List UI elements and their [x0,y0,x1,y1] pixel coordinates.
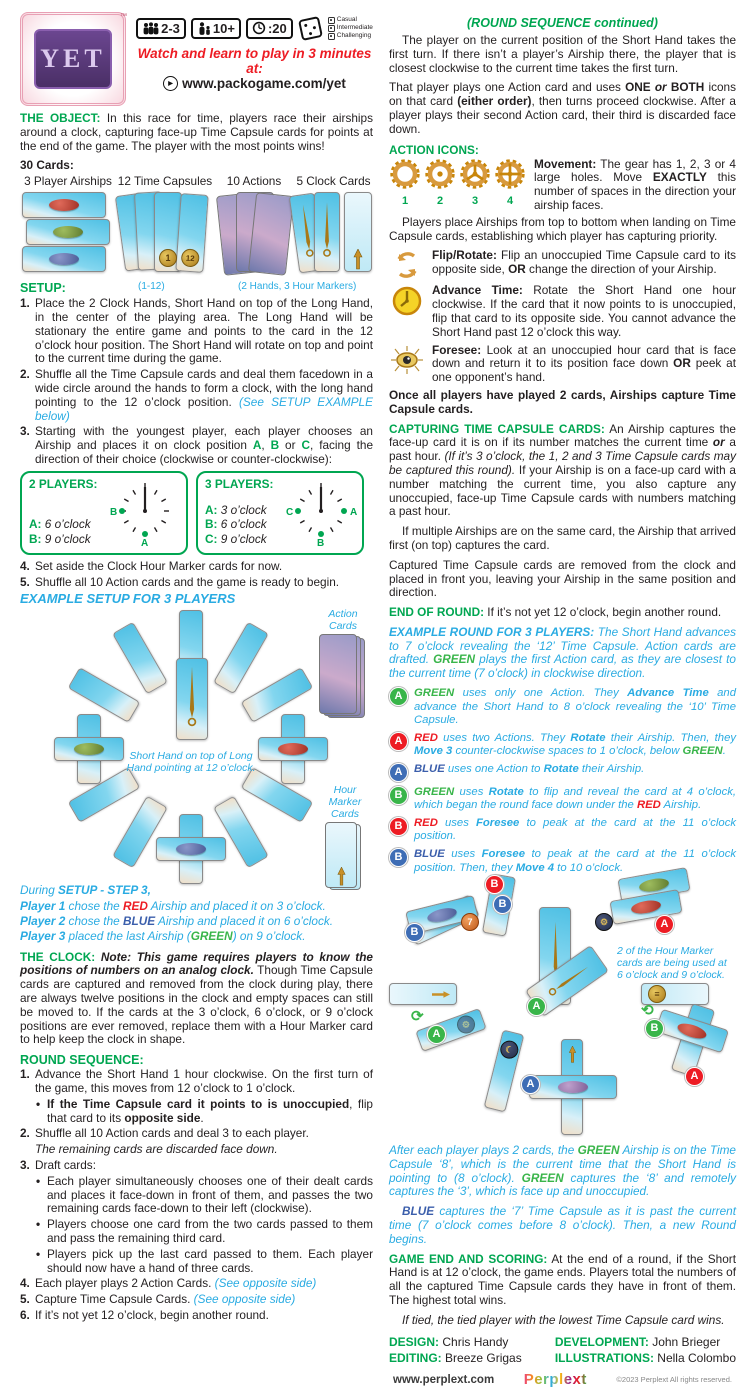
card-group-labels [20,174,373,188]
airship-cards [20,190,116,276]
trademark-symbol: ™ [120,13,127,20]
capsule-card-12 [175,193,208,273]
example-round-diagram [389,879,736,1141]
rs-step-1: 1. Advance the Short Hand 1 hour clockwise. On the first turn of the game, this moves from 12 o’clock to 1 o’clock. [20,1067,373,1096]
badge-b-green: B [645,1019,664,1038]
badge-b-red: B [485,875,504,894]
difficulty-challenging: Challenging [336,32,372,40]
design-name: Chris Handy [442,1334,509,1349]
credits [389,1334,736,1366]
three-players-positions: A: 3 o’clock B: 6 o’clock C: 9 o’clock [205,502,267,547]
video-url-line [136,76,373,91]
purple-airship-card [529,1075,617,1099]
mini-die-icon [328,33,335,40]
gear-4-icon [494,158,526,190]
rs-step-5: 5. Capture Time Capsule Cards. (See opposite side) [20,1292,296,1307]
foresee-row [389,344,736,385]
continued-heading: (ROUND SEQUENCE continued) [467,16,658,30]
clock-cards [294,190,373,276]
during-setup-lines [20,883,373,944]
during-line-1: During SETUP - STEP 3, [20,883,151,898]
hour-marker-card-9 [389,983,457,1005]
perplext-logo: Perplext [523,1371,587,1388]
rs-step-4: 4. Each player plays 2 Action Cards. (See opposite side) [20,1276,317,1291]
time-badge [246,18,293,39]
right-column [389,12,736,1388]
two-players-clock [106,479,184,547]
setup-heading: SETUP: [20,281,66,296]
badge-b-blue: B [405,923,424,942]
once-all-played-line: Once all players have played 2 cards, Airships capture Time Capsule cards. [389,387,736,416]
time-capsule-cards [116,190,214,276]
capturing-paragraph-3: Captured Time Capsule cards are removed from the clock and placed in front you, leaving your Airship in the same position and direction. [389,557,736,600]
players-icon [142,22,159,35]
video-url: www.packogame.com/yet [182,76,346,92]
setup-step-1: 1. Place the 2 Clock Hands, Short Hand on top of the Long Hand, in the center of the playing area. The Long Hand will be stationary the entire game and points to the card in the 12 o’clock hour position. The Short Hand will rotate on top and point to the current time during the game. [20,296,373,366]
priority-paragraph: Players place Airships from top to bottom when landing on Time Capsule cards, establishing which player has capturing priority. [389,214,736,243]
age-icon [197,22,211,35]
hour-arrow-icon [568,1046,577,1064]
copyright-line [616,1375,732,1384]
rs-step-2-note: The remaining cards are discarded face down. [35,1142,278,1157]
first-turn-paragraph: The player on the current position of the Short Hand takes the first turn. If there isn’t a player’s Airship there, the player that is closest clockwise to the current time takes the first turn. [389,33,736,75]
die-icon [298,16,323,41]
three-players-box [196,471,364,555]
blue-airship-card [156,837,226,861]
example-setup-diagram [20,608,373,880]
airships-label: 3 Player Airships [24,174,112,189]
object-paragraph: THE OBJECT: In this race for time, players race their airships around a clock, capturing face-up Time Capsule cards for points at the end of the game. The player with the most points wins! [20,111,373,153]
rs-step-3-sub-1: • Each player simultaneously chooses one of their dealt cards and places it face-down in front of them, and passes the two remaining cards face-down to their left (clockwise). [36,1173,373,1216]
badge-b-blue: B [389,848,408,867]
after-play-paragraph-1: After each player plays 2 cards, the GREEN Airship is on the Time Capsule ‘8’, which is the current time that the Short Hand is pointing to (8 o’clock). GREEN captures the ‘8’ and remotely captures the ‘3’, which is face up and unoccupied. [389,1143,736,1199]
capsule-card-1 [213,622,269,695]
hour-marker-label: Hour Marker Cards [328,784,362,821]
game-end-paragraph: GAME END AND SCORING: At the end of a round, if the Short Hand is at 12 o’clock, the game ends. Players total the numbers of all the captured Time Capsule cards they have in front of them. The highest total wins. [389,1251,736,1308]
time-capsules-label: 12 Time Capsules [117,174,213,189]
capsule-card [484,1030,525,1113]
advance-time-text: Advance Time: Rotate the Short Hand one hour clockwise. If the card that it now points to is unoccupied, flip that card to its opposite side. You cannot advance the Short Hand past 12 o’clock this way. [432,283,737,339]
two-players-title: 2 PLAYERS: [29,476,98,491]
players-count: 2-3 [161,20,180,36]
gear-1: 1 [389,158,421,213]
badge-a-green: A [527,997,546,1016]
badge-b-blue: B [493,895,512,914]
action-card [248,192,294,276]
example-bullet-1: A GREEN uses only one Action. They Advance Time and advance the Short Hand to 8 o’clock revealing the ‘10’ Time Capsule. [389,687,736,728]
caption-time-capsules: (1-12) [138,281,165,293]
age-badge [191,18,241,39]
end-of-round-line: END OF ROUND: If it’s not yet 12 o’clock, begin another round. [389,605,722,620]
age-value: 10+ [212,20,235,36]
advance-time-icon [389,284,425,317]
flip-rotate-text: Flip/Rotate: Flip an unoccupied Time Capsule card to its opposite side, OR change the direction of your Airship. [432,248,736,277]
badge-a-red: A [389,732,408,751]
two-players-positions: A: 6 o’clock B: 9 o’clock [29,517,91,547]
during-line-4: Player 3 placed the last Airship (GREEN) on 9 o’clock. [20,929,306,944]
after-play-paragraph-2: BLUE captures the ‘7’ Time Capsule as it is past the current time (7 o’clock comes before 8 o’clock). Then, a new Round begins. [389,1204,736,1246]
capsule-number-1: 1 [159,249,177,267]
clock-letter-left: B [110,506,118,518]
hour-marker-usage-label: 2 of the Hour Marker cards are being used at 6 o’clock and 9 o’clock. [617,945,727,982]
publisher-url: www.perplext.com [393,1373,495,1386]
badge-a-blue: A [389,763,408,782]
example-bullet-6: B BLUE uses Foresee to peak at the card at the 11 o’clock position. Then, they Move 4 to 10 o’clock. [389,848,736,875]
foresee-text: Foresee: Look at an unoccupied hour card that is face down and return it to its position face down OR peek at one opponent’s hand. [432,342,736,385]
flip-rotate-icon [389,249,425,280]
actions-label: 10 Actions [226,174,282,189]
capturing-paragraph-1: CAPTURING TIME CAPSULE CARDS: An Airship captures the face-up card it is on if its number matches the current time or a past hour. (If it’s 3 o’clock, the 1, 2 and 3 Time Capsule cards may be captured this round). If your Airship is on a face-up card with a number matching the current time, you also capture any unoccupied, face-up Time Capsule cards with numbers matching a past hour. [389,421,736,519]
rs-step-3: 3. Draft cards: [20,1158,96,1173]
card-graphics [20,190,373,278]
header-right [136,12,373,106]
editing-label: EDITING: [389,1350,442,1365]
example-bullet-2: A RED uses two Actions. They Rotate their Airship. Then, they Move 3 counter-clockwise spaces to 1 o’clock, below GREEN. [389,732,736,759]
setup-heading-row [20,279,373,294]
mini-die-icon [328,17,335,24]
hour-arrow-icon [353,249,363,271]
rs-step-3-sub-3: • Players pick up the last card passed to them. Each player should now have a hand of three cards. [36,1246,373,1275]
caption-clock-cards: (2 Hands, 3 Hour Markers) [238,281,357,293]
clock-letter-right: A [350,506,358,518]
setup-step-4: 4. Set aside the Clock Hour Marker cards for now. [20,558,283,573]
green-airship-card [54,737,124,761]
red-airship-icon [278,743,308,755]
gear-4: 4 [494,158,526,213]
rs-step-6: 6. If it’s not yet 12 o’clock, begin another round. [20,1307,269,1322]
hour-marker-card [344,192,372,272]
during-line-3: Player 2 chose the BLUE Airship and placed it on 6 o’clock. [20,914,334,928]
airship-card-green [26,219,110,245]
moon-token: ☾ [498,1039,520,1061]
editing-name: Breeze Grigas [445,1350,522,1365]
rs-step-2: 2. Shuffle all 10 Action cards and deal 3 to each player. [20,1126,309,1141]
badge-a-blue: A [521,1075,540,1094]
example-round-intro: EXAMPLE ROUND FOR 3 PLAYERS: The Short Hand advances to 7 o’clock revealing the ‘12’ Time Capsule. Action cards are drafted. GREEN plays the first Action card, as they are closest to the current time (7 o’clock) in clockwise direction. [389,624,736,681]
play-icon: ▶ [163,76,178,91]
players-badge [136,18,186,39]
clock-letter-left: C [286,506,294,518]
player-setup-boxes [20,471,373,555]
copyright-text: ©2023 Perplext [616,1375,669,1385]
three-players-title: 3 PLAYERS: [205,476,274,491]
capturing-paragraph-2: If multiple Airships are on the same card, the Airship that arrived first (on top) captures the card. [389,524,736,552]
movement-row [389,158,736,213]
difficulty-intermediate: Intermediate [336,24,373,32]
round-sequence-heading: ROUND SEQUENCE: [20,1053,144,1068]
design-label: DESIGN: [389,1334,440,1349]
example-bullet-5: B RED uses Foresee to peak at the card at the 11 o’clock position. [389,817,736,844]
long-hand-icon [299,203,315,264]
example-bullet-3: A BLUE uses one Action to Rotate their Airship. [389,763,736,782]
gear-token: ⚙ [454,1013,477,1036]
center-hands-card [176,658,208,740]
timer-icon [252,21,266,35]
center-hands-label: Short Hand on top of Long Hand pointing at 12 o’clock. [126,750,256,775]
three-players-clock [282,479,360,547]
airship-card-blue [22,246,106,272]
tied-line: If tied, the tied player with the lowest Time Capsule card wins. [402,1312,725,1327]
difficulty-levels [328,16,373,40]
watch-line: Watch and learn to play in 3 minutes at: [137,46,372,77]
short-hand-icon [187,665,197,733]
blue-airship-icon [49,253,79,265]
cards-heading: 30 Cards: [20,158,74,173]
rotate-arrow-icon: ⟲ [641,1002,654,1020]
capsule-card-11 [112,622,168,695]
gear-3: 3 [459,158,491,213]
green-airship-icon [74,743,104,755]
clock-letter-bottom: B [317,537,325,547]
red-airship-icon [49,199,79,211]
purple-airship-icon [558,1081,588,1093]
time-value: :20 [267,20,287,36]
rights-text: All rights reserved. [669,1375,732,1385]
clock-cards-label: 5 Clock Cards [296,174,371,189]
hour-arrow-icon [337,867,346,887]
gear-token: ⚙ [595,913,613,931]
during-line-2: Player 1 chose the RED Airship and placed it on 3 o’clock. [20,898,326,913]
the-clock-paragraph: THE CLOCK: Note: This game requires players to know the positions of numbers on an analog clock. Though Time Capsule cards are captured and removed from the clock during play, there are always twelve positions in the clock and empty spaces can still be moved to. If the cards at the 3 o’clock, 6 o’clock, or 9 o’clock positions are ever removed, replace them with a Hour Marker card to help keep the clock in shape. [20,949,373,1047]
rs-step-3-sub-2: • Players choose one card from the two cards passed to them and pass the remaining third card. [36,1217,373,1245]
hour-marker-stack [325,822,365,892]
yet-logo [20,12,126,106]
movement-text: Movement: The gear has 1, 2, 3 or 4 large holes. Move EXACTLY this number of spaces in the direction your airship faces. [534,156,736,212]
action-icons-heading: ACTION ICONS: [389,142,479,157]
pause-token: ≡ [648,985,666,1003]
gear-2: 2 [424,158,456,213]
action-cards [214,190,294,276]
blue-airship-icon [426,906,458,925]
yet-logo-word: YET [34,29,112,89]
green-airship-icon [53,226,83,238]
airship-card-red [22,192,106,218]
long-hand-icon [323,201,331,263]
two-players-box [20,471,188,555]
setup-step-2: 2. Shuffle all the Time Capsule cards and deal them facedown in a wide circle around the hands to form a clock, with the long hand pointing to the 12 o’clock position. (See SETUP EXAMPLE below) [20,367,373,423]
example-bullet-4: B GREEN uses Rotate to flip and reveal the card at 4 o’clock, which began the round face down under the RED Airship. [389,786,736,813]
badge-a-green: A [427,1025,446,1044]
info-badges [136,16,373,40]
badge-a-green: A [389,687,408,706]
gear-3-icon [459,158,491,190]
clock-hand-card [314,192,340,272]
development-label: DEVELOPMENT: [554,1334,649,1349]
advance-time-row [389,284,736,339]
left-column [20,12,373,1388]
gear-1-icon [389,158,421,190]
badge-a-red: A [685,1067,704,1086]
red-airship-icon [676,1021,708,1042]
gear-2-icon [424,158,456,190]
action-cards-stack [319,634,367,718]
play-cards-paragraph: That player plays one Action card and uses ONE or BOTH icons on that card (either order), then turns proceed clockwise. After a player plays their second Action card, their third is discarded face down. [389,80,736,136]
action-cards-label: Action Cards [328,608,358,633]
difficulty-casual: Casual [336,16,357,23]
red-airship-icon [630,899,662,916]
development-name: John Brieger [652,1334,721,1349]
capsule-card [415,1008,486,1052]
illustrations-name: Nella Colombo [657,1350,736,1365]
illustrations-label: ILLUSTRATIONS: [554,1350,654,1365]
badge-b-green: B [389,786,408,805]
foresee-icon [389,344,425,375]
rs-step-1-sub: • If the Time Capsule card it points to is unoccupied, flip that card to its opposite side. [36,1096,373,1125]
blue-airship-icon [176,843,206,855]
hour-marker-card [325,822,357,888]
header [20,12,373,106]
rotate-arrow-icon: ⟳ [411,1008,424,1026]
gear-icons [389,158,526,213]
badge-b-red: B [389,817,408,836]
capsule-number-12: 12 [181,249,200,268]
flip-rotate-row [389,249,736,280]
capsule-7-token: 7 [461,913,479,931]
hour-arrow-icon [432,990,450,999]
clock-letter-bottom: A [141,537,149,547]
setup-step-3: 3. Starting with the youngest player, each player chooses an Airship and places it on clock position A, B or C, facing the direction of their choice (clockwise or counter-clockwise): [20,424,374,466]
example-setup-heading: EXAMPLE SETUP FOR 3 PLAYERS [20,591,236,607]
setup-step-5: 5. Shuffle all 10 Action cards and the game is ready to begin. [20,574,340,589]
footer [389,1371,736,1388]
red-airship-card [258,737,328,761]
mini-die-icon [328,25,335,32]
action-card [319,634,357,714]
badge-a-red: A [655,915,674,934]
